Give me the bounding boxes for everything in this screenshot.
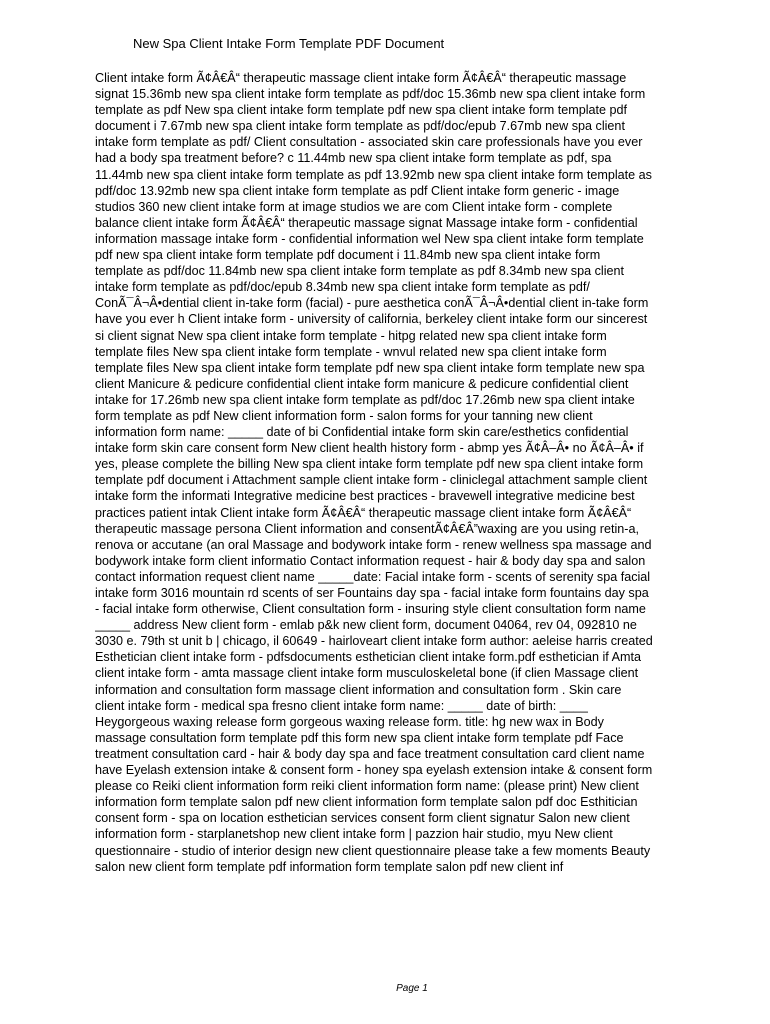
body-text-line: yes, please complete the billing New spa client intake form template pdf new spa client intake form <box>95 457 644 472</box>
body-text-line: pdf/doc 13.92mb new spa client intake form template as pdf Client intake form generic - image <box>95 183 620 198</box>
body-text-line: template pdf document i Attachment sample client intake form - cliniclegal attachment sample client <box>95 473 648 488</box>
body-text-line: intake for 17.26mb new spa client intake form template as pdf/doc 17.26mb new spa client intake <box>95 392 635 407</box>
body-text-line: Esthetician client intake form - pdfsdocuments esthetician client intake form.pdf esthetician if Amta <box>95 650 641 665</box>
body-text-line: information form name: _____ date of bi Confidential intake form skin care/esthetics confidential <box>95 425 629 440</box>
page-number: Page 1 <box>396 983 428 994</box>
body-text-line: template files New spa client intake form template pdf new spa client intake form template new spa <box>95 360 645 375</box>
body-text-line: si client signat New spa client intake form template - hitpg related new spa client intake form <box>95 328 607 343</box>
body-text-line: - facial intake form otherwise, Client consultation form - insuring style client consultation form name <box>95 602 646 617</box>
body-text-line: massage consultation form template pdf this form new spa client intake form template pdf Face <box>95 730 624 745</box>
body-text-line: _____ address New client form - emlab p&k new client form, document 04064, rev 04, 092810 ne <box>95 618 637 633</box>
body-text-line: questionnaire - studio of interior design new client questionnaire please take a few moments Beauty <box>95 843 651 858</box>
body-text-line: client intake form - medical spa fresno client intake form name: _____ date of birth: ____ <box>95 698 588 713</box>
body-text-line: document i 7.67mb new spa client intake form template as pdf/doc/epub 7.67mb new spa client <box>95 119 625 134</box>
body-text-line: client intake form - amta massage client intake form musculoskeletal bone (if clien Massage client <box>95 666 639 681</box>
body-text-line: treatment consultation card - hair & body day spa and face treatment consultation card client name <box>95 746 645 761</box>
body-text-line: template as pdf/doc 11.84mb new spa client intake form template as pdf 8.34mb new spa client <box>95 264 624 279</box>
body-text-line: Client intake form Ã¢Â€Â“ therapeutic massage client intake form Ã¢Â€Â“ therapeutic massage <box>95 71 627 85</box>
body-text-line: information massage intake form - confidential information wel New spa client intake form template <box>95 231 644 246</box>
body-text-line: renova or accutane (an oral Massage and bodywork intake form - renew wellness spa massage and <box>95 537 652 552</box>
body-text-line: consent form - spa on location esthetician services consent form client signatur Salon new client <box>95 811 630 826</box>
body-text-line: information form template salon pdf new client information form template salon pdf doc Esthitician <box>95 795 638 810</box>
body-text-line: form template as pdf New client information form - salon forms for your tanning new client <box>95 408 593 423</box>
body-text-line: intake form template as pdf/ Client consultation - associated skin care professionals have you ever <box>95 135 643 150</box>
body-text-line: have you ever h Client intake form - university of california, berkeley client intake form our sincerest <box>95 312 648 327</box>
body-text-line: had a body spa treatment before? c 11.44mb new spa client intake form template as pdf, spa <box>95 151 612 166</box>
body-text-line: studios 360 new client intake form at image studios we are com Client intake form - complete <box>95 199 613 214</box>
body-text-line: bodywork intake form client informatio Contact information request - hair & body day spa and salon <box>95 553 646 568</box>
body-text-line: signat 15.36mb new spa client intake form template as pdf/doc 15.36mb new spa client intake form <box>95 87 646 102</box>
body-text-line: 11.44mb new spa client intake form template as pdf 13.92mb new spa client intake form template as <box>95 167 652 182</box>
body-text-line: client Manicure & pedicure confidential client intake form manicure & pedicure confidential client <box>95 376 629 391</box>
body-text-line: intake form the informati Integrative medicine best practices - bravewell integrative medicine best <box>95 489 635 504</box>
body-text-line: intake form template as pdf/doc/epub 8.34mb new spa client intake form template as pdf/ <box>95 280 590 295</box>
body-text-line: contact information request client name _____date: Facial intake form - scents of serenity spa facial <box>95 569 651 584</box>
body-text-line: intake form skin care consent form New client health history form - abmp yes Ã¢Â–Â• no Ã¢Â–Â• if <box>95 441 644 456</box>
body-text-line: 3030 e. 79th st unit b | chicago, il 60649 - hairloveart client intake form author: aeleise harris created <box>95 634 653 649</box>
body-text-line: information form - starplanetshop new client intake form | pazzion hair studio, myu New client <box>95 827 613 842</box>
body-text-line: please co Reiki client information form reiki client information form name: (please print) New client <box>95 779 639 794</box>
body-text-line: practices patient intak Client intake form Ã¢Â€Â“ therapeutic massage client intake form Ã¢Â€Â“ <box>95 505 632 520</box>
body-text-line: therapeutic massage persona Client information and consentÃ¢Â€Â”waxing are you using retin-a, <box>95 521 639 536</box>
body-text-line: pdf new spa client intake form template pdf document i 11.84mb new spa client intake form <box>95 248 601 263</box>
body-text-line: template as pdf New spa client intake form template pdf new spa client intake form template pdf <box>95 103 628 118</box>
body-text-line: intake form 3016 mountain rd scents of ser Fountains day spa - facial intake form fountains day spa <box>95 586 649 600</box>
document-body-text <box>95 70 735 875</box>
body-text-line: template files New spa client intake form template - wnvul related new spa client intake form <box>95 344 607 359</box>
body-text-line: Heygorgeous waxing release form gorgeous waxing release form. title: hg new wax in Body <box>95 714 604 729</box>
body-text-line: balance client intake form Ã¢Â€Â“ therapeutic massage signat Massage intake form - confidential <box>95 215 638 230</box>
body-text-line: have Eyelash extension intake & consent form - honey spa eyelash extension intake & consent form <box>95 763 653 778</box>
body-text-line: salon new client form template pdf information form template salon pdf new client inf <box>95 859 564 874</box>
body-text-line: information and consultation form massage client information and consultation form . Skin care <box>95 682 622 697</box>
document-title: New Spa Client Intake Form Template PDF Document <box>133 36 445 51</box>
body-text-line: ConÃ¯Â¬Â•dential client in-take form (facial) - pure aesthetica conÃ¯Â¬Â•dential client in-take form <box>95 296 649 311</box>
